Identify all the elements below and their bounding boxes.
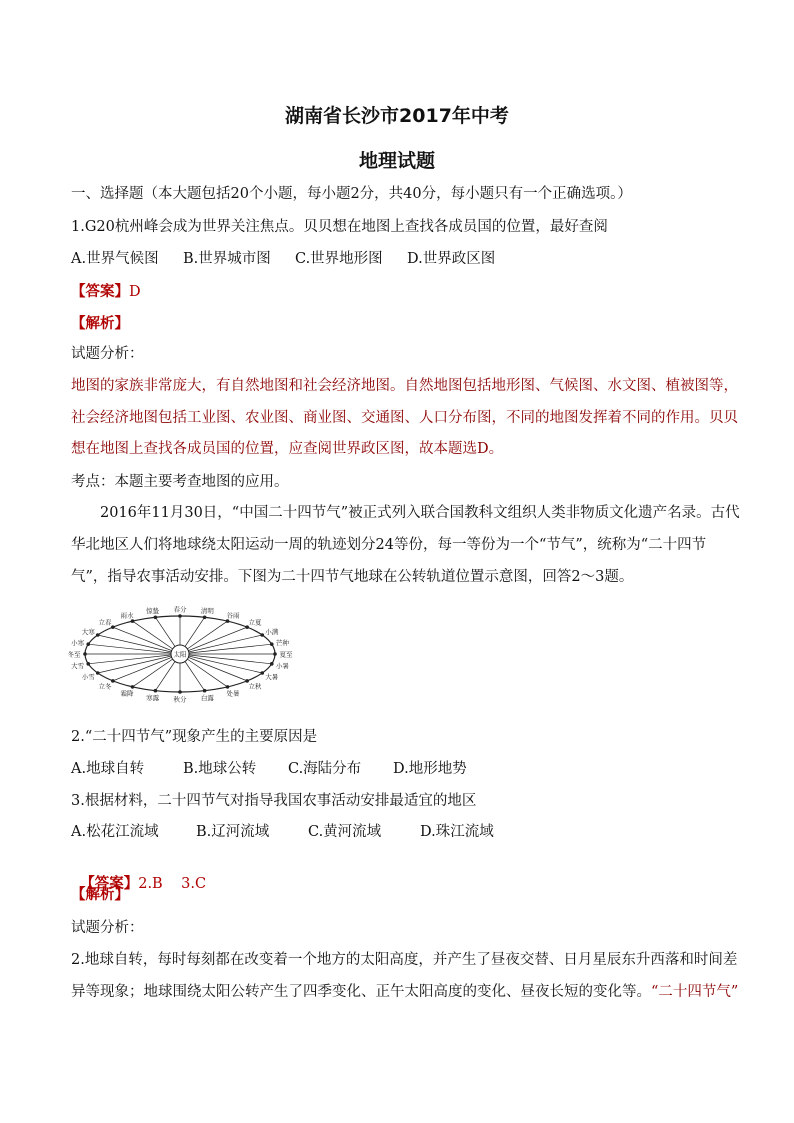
solar-term-label: 立夏 xyxy=(248,618,262,627)
page-subtitle: 地理试题 xyxy=(358,150,435,172)
question-1-answer xyxy=(71,282,141,302)
solar-term-label: 夏至 xyxy=(279,650,293,659)
question-1-analysis-line: 地图的家族非常庞大，有自然地图和社会经济地图。自然地图包括地形图、气候图、水文图、植被图等， xyxy=(71,378,738,394)
solar-term-label: 小雪 xyxy=(81,673,95,681)
orbit-spoke xyxy=(180,654,272,664)
question-2-option-c: C.海陆分布 xyxy=(288,761,362,777)
earth-position-dot xyxy=(203,689,207,693)
page-title: 湖南省长沙市2017年中考 xyxy=(285,105,509,127)
solar-term-label: 寒露 xyxy=(146,693,160,702)
question-1-option-a: A.世界气候图 xyxy=(71,251,159,267)
question-1-option-d: D.世界政区图 xyxy=(407,251,496,267)
earth-position-dot xyxy=(86,642,90,646)
question-2-option-d: D.地形地势 xyxy=(393,761,467,777)
question-3-option-c: C.黄河流域 xyxy=(308,824,382,840)
question-3-stem: 3.根据材料，二十四节气对指导我国农事活动安排最适宜的地区 xyxy=(71,793,477,809)
earth-position-dot xyxy=(226,619,230,623)
earth-position-dot xyxy=(86,662,90,666)
solar-term-label: 秋分 xyxy=(173,695,187,704)
answer-value: D xyxy=(129,284,141,300)
orbit-spoke xyxy=(88,644,180,654)
question-1-analysis-intro: 试题分析： xyxy=(71,346,144,362)
earth-position-dot xyxy=(83,652,87,656)
material-paragraph-line: 2016年11月30日，“中国二十四节气”被正式列入联合国教科文组织人类非物质文化遗产名录。古代 xyxy=(100,505,740,521)
question-3-option-d: D.珠江流域 xyxy=(420,824,494,840)
solar-term-label: 立冬 xyxy=(98,682,112,691)
orbit-spoke xyxy=(88,654,180,664)
solar-term-label: 芒种 xyxy=(275,638,289,647)
earth-position-dot xyxy=(273,652,277,656)
analysis-2-3-label: 【解析】 xyxy=(71,886,129,903)
solar-term-label: 雨水 xyxy=(120,611,134,620)
question-2-stem: 2.“二十四节气”现象产生的主要原因是 xyxy=(71,729,318,745)
earth-position-dot xyxy=(203,615,207,619)
question-3-option-b: B.辽河流域 xyxy=(196,824,270,840)
answer-value: 2.B 3.C xyxy=(138,876,207,892)
solar-term-label: 小满 xyxy=(265,628,279,636)
solar-term-label: 大寒 xyxy=(81,628,95,636)
question-3-option-a: A.松花江流域 xyxy=(71,824,159,840)
question-1-analysis-label: 【解析】 xyxy=(71,315,129,332)
solar-term-label: 大雪 xyxy=(71,662,85,671)
earth-position-dot xyxy=(270,662,274,666)
solar-term-label: 小暑 xyxy=(275,662,289,671)
analysis-text: 异等现象；地球围绕太阳公转产生了四季变化、正午太阳高度的变化、昼夜长短的变化等。 xyxy=(71,984,651,1000)
analysis-2-3-intro: 试题分析： xyxy=(71,920,144,936)
solar-term-label: 清明 xyxy=(200,607,214,616)
orbit-spoke xyxy=(180,644,272,654)
section-heading: 一、选择题（本大题包括20个小题，每小题2分，共40分，每小题只有一个正确选项。） xyxy=(71,186,632,202)
answer-label: 【答案】 xyxy=(71,283,129,300)
earth-position-dot xyxy=(154,689,158,693)
question-1-option-c: C.世界地形图 xyxy=(295,251,383,267)
earth-position-dot xyxy=(111,625,115,629)
analysis-2-3-line: 2.地球自转，每时每刻都在改变着一个地方的太阳高度，并产生了昼夜交替、日月星辰东升西落和时间差 xyxy=(71,952,738,968)
solar-term-label: 冬至 xyxy=(67,650,81,659)
earth-position-dot xyxy=(96,671,100,675)
earth-position-dot xyxy=(154,615,158,619)
material-paragraph-line: 气”，指导农事活动安排。下图为二十四节气地球在公转轨道位置示意图，回答2～3题。 xyxy=(71,569,634,585)
earth-position-dot xyxy=(131,685,135,689)
solar-term-label: 立春 xyxy=(98,618,112,627)
solar-term-label: 处暑 xyxy=(226,689,240,698)
question-2-option-b: B.地球公转 xyxy=(183,761,257,777)
earth-position-dot xyxy=(226,685,230,689)
sun-label: 太阳 xyxy=(173,650,187,659)
question-1-option-b: B.世界城市图 xyxy=(183,251,271,267)
solar-term-label: 霜降 xyxy=(120,689,134,698)
earth-position-dot xyxy=(131,619,135,623)
question-2-option-a: A.地球自转 xyxy=(71,761,145,777)
earth-position-dot xyxy=(260,633,264,637)
solar-term-label: 谷雨 xyxy=(226,611,240,620)
analysis-quote: “二十四节气” xyxy=(651,984,739,1000)
earth-position-dot xyxy=(96,633,100,637)
earth-position-dot xyxy=(111,679,115,683)
solar-term-label: 惊蛰 xyxy=(146,607,160,616)
earth-position-dot xyxy=(178,690,182,694)
question-1-kaodian: 考点：本题主要考查地图的应用。 xyxy=(71,474,289,490)
solar-term-label: 白露 xyxy=(200,693,214,702)
question-1-analysis-line: 社会经济地图包括工业图、农业图、商业图、交通图、人口分布图，不同的地图发挥着不同的作用。贝贝 xyxy=(71,410,738,426)
solar-term-label: 春分 xyxy=(173,605,187,614)
earth-position-dot xyxy=(260,671,264,675)
earth-position-dot xyxy=(270,642,274,646)
solar-term-label: 立秋 xyxy=(248,682,262,691)
solar-term-label: 小寒 xyxy=(71,638,85,647)
material-paragraph-line: 华北地区人们将地球绕太阳运动一周的轨迹划分24等份，每一等份为一个“节气”，统称为“二十四节 xyxy=(71,537,707,553)
question-1-analysis-line: 想在地图上查找各成员国的位置，应查阅世界政区图，故本题选D。 xyxy=(71,441,504,457)
solar-term-label: 大暑 xyxy=(265,673,279,681)
analysis-2-3-line xyxy=(71,982,738,1002)
earth-position-dot xyxy=(178,614,182,618)
solar-terms-orbit-diagram xyxy=(67,600,310,704)
question-1-stem: 1.G20杭州峰会成为世界关注焦点。贝贝想在地图上查找各成员国的位置，最好查阅 xyxy=(71,219,608,235)
answer-label: 【答案】 xyxy=(80,875,139,892)
